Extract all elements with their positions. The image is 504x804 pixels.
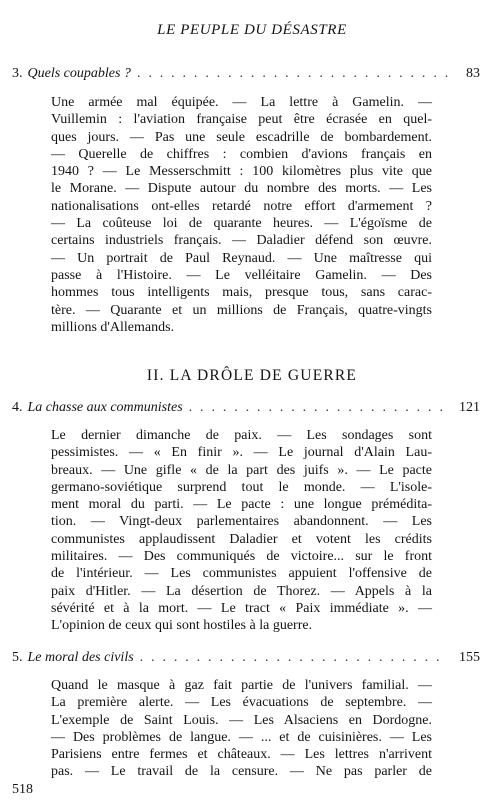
dot-leader: [137, 66, 448, 82]
summary-line: La première alerte. — Les évacuations de septembre. —: [51, 695, 432, 711]
summary-line: paix d'Hitler. — La désertion de Thorez. — Appels à la: [51, 583, 432, 599]
dot-leader: [189, 400, 448, 416]
summary-line: hommes tous intelligents mais, presque tous, sans carac-: [51, 285, 432, 301]
page-number: 121: [459, 400, 480, 415]
summary-line: tère. — Quarante et un millions de Français, quatre-vingts: [51, 302, 432, 318]
summary-line: Vuillemin : l'aviation française peut être écrasée en quel-: [51, 112, 432, 128]
summary-line: Quand le masque à gaz fait partie de l'univers familial. —: [51, 678, 432, 693]
summary-line: tion. — Vingt-deux parlementaires abandonnent. — Les: [51, 514, 432, 530]
summary-line: Parisiens entre fermes et châteaux. — Les lettres n'arrivent: [51, 747, 432, 763]
summary-line: de l'intérieur. — Les communistes appuient l'offensive de: [51, 566, 432, 582]
summary-line: militaires. — Des communiqués de victoire... sur le front: [51, 549, 432, 565]
chapter-title: La chasse aux communistes: [27, 400, 183, 415]
chapter-summary-4: [51, 427, 432, 635]
summary-line: nationalisations ont-elles retardé notre effort d'armement ?: [51, 198, 432, 214]
chapter-number: 4.: [12, 400, 23, 415]
summary-line: pessimistes. — « En finir ». — Le journal d'Alain Lau-: [51, 445, 432, 461]
chapter-title: Quels coupables ?: [27, 66, 131, 81]
summary-line: ment moral du parti. — Le pacte : une longue prémédita-: [51, 497, 432, 513]
summary-line: L'opinion de ceux qui sont hostiles à la guerre.: [51, 618, 313, 634]
part-heading: II. LA DRÔLE DE GUERRE: [146, 367, 358, 384]
summary-line: germano-soviétique surprend tout le monde. — L'isole-: [51, 479, 432, 495]
page-number: 155: [459, 650, 480, 665]
folio-page-number: 518: [12, 782, 33, 797]
summary-line: Le dernier dimanche de paix. — Les sondages sont: [51, 428, 432, 443]
summary-line: pas. — Le travail de la censure. — Ne pas parler de: [51, 764, 432, 780]
chapter-number: 5.: [12, 650, 23, 665]
chapter-title: Le moral des civils: [27, 650, 134, 665]
summary-line: communistes applaudissent Daladier et votent les crédits: [51, 531, 432, 547]
chapter-summary-3: [51, 94, 432, 336]
page-number: 83: [466, 66, 480, 81]
summary-line: millions d'Allemands.: [51, 319, 175, 335]
running-head: LE PEUPLE DU DÉSASTRE: [157, 22, 347, 38]
summary-line: ques jours. — Pas une seule escadrille de bombardement.: [51, 129, 432, 145]
toc-entry-chapter-5: [12, 650, 480, 666]
summary-line: certains industriels français. — Daladier défend son œuvre.: [51, 233, 432, 249]
chapter-number: 3.: [12, 66, 23, 81]
toc-entry-chapter-3: [12, 66, 480, 82]
summary-line: — Un portrait de Paul Reynaud. — Une maîtresse qui: [51, 250, 432, 266]
summary-line: — Des problèmes de langue. — ... et de cuisinières. — Les: [51, 729, 432, 745]
summary-line: — La coûteuse loi de quarante heures. — L'égoïsme de: [51, 216, 432, 232]
summary-line: sévérité et à la mort. — Le tract « Paix immédiate ». —: [51, 600, 432, 616]
summary-line: Une armée mal équipée. — La lettre à Gamelin. —: [51, 95, 432, 110]
toc-entry-chapter-4: [12, 400, 480, 416]
summary-line: L'exemple de Saint Louis. — Les Alsaciens en Dordogne.: [51, 712, 432, 728]
summary-line: breaux. — Une gifle « de la part des juifs ». — Le pacte: [51, 462, 432, 478]
summary-line: — Querelle de chiffres : combien d'avions français en: [51, 146, 432, 162]
summary-line: 1940 ? — Le Messerschmitt : 100 kilomètres plus vite que: [51, 164, 432, 180]
dot-leader: [140, 650, 448, 666]
chapter-summary-5: [51, 677, 432, 781]
summary-line: le Morane. — Dispute autour du nombre des morts. — Les: [51, 181, 432, 197]
summary-line: passe à l'Histoire. — Le velléitaire Gamelin. — Des: [51, 267, 432, 283]
